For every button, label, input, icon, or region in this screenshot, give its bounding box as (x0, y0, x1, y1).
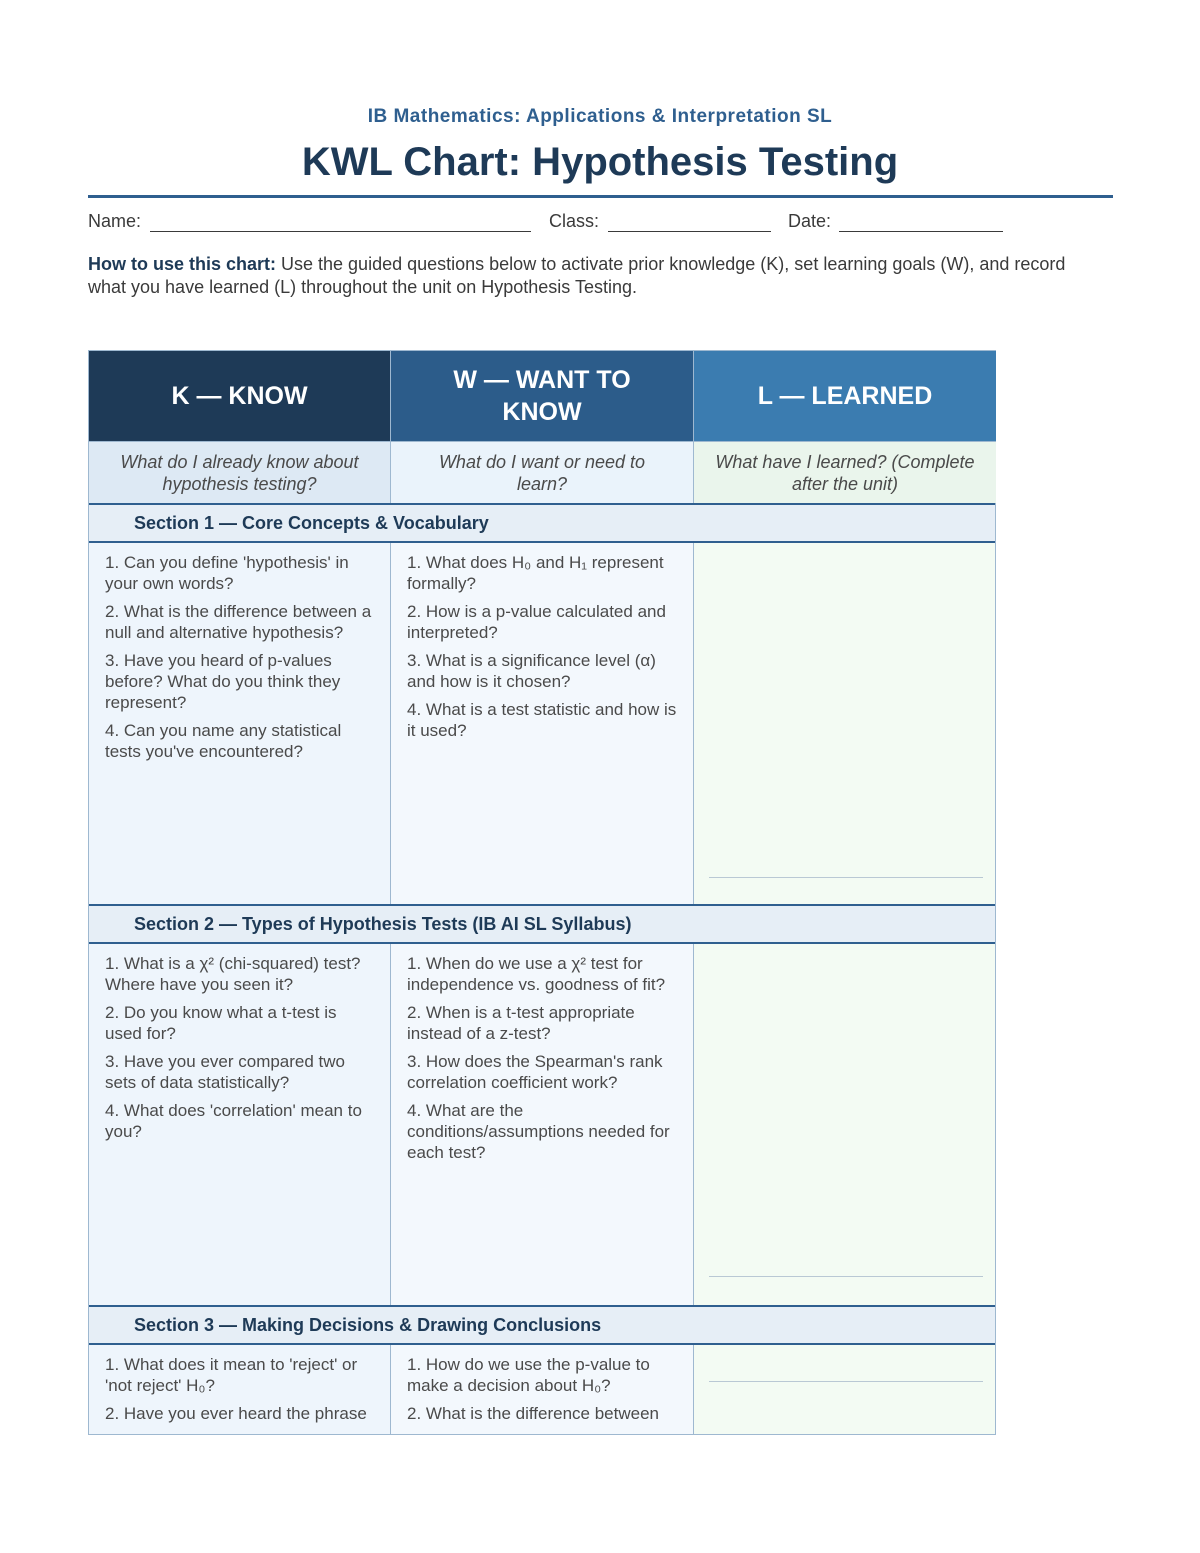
date-label: Date: (788, 211, 832, 231)
question: 1. Can you define 'hypothesis' in your own words? (105, 553, 349, 593)
section-header: Section 2 — Types of Hypothesis Tests (IB AI SL Syllabus) (89, 904, 995, 944)
want-cell (390, 543, 693, 905)
question: 3. What is a significance level (α) and how is it chosen? (407, 651, 656, 691)
writing-line (709, 1276, 983, 1277)
question: 3. Have you heard of p-values before? What do you think they represent? (105, 651, 341, 712)
question: 2. Have you ever heard the phrase (105, 1404, 367, 1423)
section-header: Section 1 — Core Concepts & Vocabulary (89, 503, 995, 543)
class-field[interactable] (608, 231, 771, 232)
learned-cell[interactable] (693, 543, 995, 905)
writing-line (709, 1381, 983, 1382)
header-want-label: W — WANT TO KNOW (453, 366, 631, 426)
question: 2. When is a t-test appropriate instead of a z-test? (407, 1003, 635, 1043)
question: 2. Do you know what a t-test is used for? (105, 1003, 337, 1043)
class-label: Class: (549, 211, 600, 231)
question: 1. What does it mean to 'reject' or 'not reject' H₀? (105, 1355, 358, 1395)
question: 1. What does H₀ and H₁ represent formally? (407, 553, 664, 593)
question: 1. When do we use a χ² test for independence vs. goodness of fit? (407, 954, 666, 994)
prompt-learned: What have I learned? (Complete after the unit) (693, 441, 996, 503)
instructions-label: How to use this chart: (88, 254, 277, 274)
name-label: Name: (88, 211, 142, 231)
question: 1. What is a χ² (chi-squared) test? Where have you seen it? (105, 954, 361, 994)
question: 4. Can you name any statistical tests you've encountered? (105, 721, 342, 761)
question: 2. What is the difference between (407, 1404, 660, 1423)
page-title: KWL Chart: Hypothesis Testing (301, 140, 899, 184)
know-cell (89, 944, 390, 1306)
name-field[interactable] (150, 231, 531, 232)
header-want (390, 351, 693, 441)
writing-line (709, 877, 983, 878)
title-divider (88, 195, 1113, 198)
want-cell (390, 1345, 693, 1434)
question: 3. How does the Spearman's rank correlation coefficient work? (407, 1052, 663, 1092)
question: 4. What does 'correlation' mean to you? (105, 1101, 362, 1141)
want-cell (390, 944, 693, 1306)
header-learned-label: L — LEARNED (757, 382, 933, 410)
header-learned (693, 351, 996, 441)
learned-cell[interactable] (693, 944, 995, 1306)
section-header: Section 3 — Making Decisions & Drawing Conclusions (89, 1305, 995, 1345)
question: 1. How do we use the p-value to make a decision about H₀? (407, 1355, 650, 1395)
header-know (89, 351, 390, 441)
instructions (88, 253, 1103, 299)
know-cell (89, 543, 390, 905)
know-cell (89, 1345, 390, 1434)
question: 4. What is a test statistic and how is it used? (407, 700, 677, 740)
instructions-text: Use the guided questions below to activate prior knowledge (K), set learning goals (W), and record what you have learned (L) throughout the unit on Hypothesis Testing. (88, 254, 1066, 297)
question: 2. What is the difference between a null and alternative hypothesis? (105, 602, 372, 642)
course-subtitle: IB Mathematics: Applications & Interpretation SL (367, 106, 833, 127)
prompt-want-text: What do I want or need to learn? (438, 451, 646, 494)
prompt-know: What do I already know about hypothesis testing? (89, 441, 390, 503)
question: 4. What are the conditions/assumptions needed for each test? (407, 1101, 670, 1162)
learned-cell[interactable] (693, 1345, 995, 1434)
prompt-want (390, 441, 693, 503)
question: 2. How is a p-value calculated and interpreted? (407, 602, 666, 642)
question: 3. Have you ever compared two sets of data statistically? (105, 1052, 346, 1092)
header-know-label: K — KNOW (171, 382, 308, 410)
date-field[interactable] (839, 231, 1003, 232)
kwl-table (88, 350, 996, 1435)
